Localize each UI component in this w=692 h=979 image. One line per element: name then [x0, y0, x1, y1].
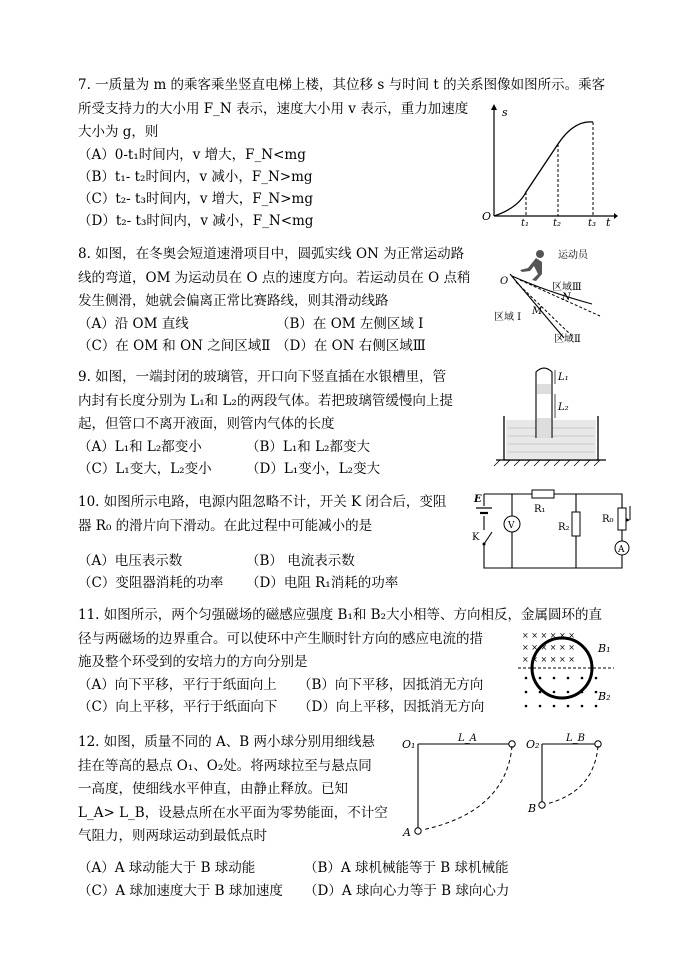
q11-fig-b2-label: B₂	[598, 690, 611, 703]
ball-a	[415, 828, 421, 834]
q8-fig-n-label: N	[562, 292, 571, 303]
rheostat-r0	[618, 508, 626, 530]
q7-fig-s-label: s	[502, 106, 508, 119]
q12-fig-o2-label: O₂	[526, 738, 540, 751]
q8-fig-region1-label: 区域 I	[494, 312, 522, 323]
q8-fig-region3-label: 区域Ⅲ	[552, 282, 582, 293]
q8-fig-o-label: O	[500, 276, 509, 287]
q10-fig-e-label: E	[474, 494, 482, 505]
q12-option-d[interactable]: （D）A 球向心力等于 B 球向心力	[304, 883, 510, 899]
q10-fig-r2-label: R₂	[558, 522, 570, 533]
q8-fig-m-label: M	[532, 306, 543, 317]
q12-fig-b-label: B	[528, 802, 537, 815]
q8-option-d[interactable]: （D）在 ON 右侧区域Ⅲ	[276, 338, 426, 354]
q12-fig-la-label: L_A	[458, 733, 477, 744]
q12-line-1: 12. 如图，质量不同的 A、B 两小球分别用细线悬	[78, 734, 376, 750]
q9-fig-l1-label: L₁	[558, 372, 569, 383]
q10-fig-r1-label: R₁	[534, 504, 546, 515]
svg-text:× × × × × ×: × × × × × ×	[522, 643, 575, 652]
q7-line-3: 大小为 g，则	[78, 124, 159, 140]
q7-line-1: 7. 一质量为 m 的乘客乘坐竖直电梯上楼，其位移 s 与时间 t 的关系图像如图所示。乘客	[78, 77, 606, 93]
resistor-r1	[532, 490, 554, 498]
q10-fig-k-label: K	[472, 532, 480, 543]
q9-figure	[492, 362, 610, 466]
q11-option-d[interactable]: （D）向上平移，因抵消无方向	[298, 699, 485, 715]
q10-figure	[472, 486, 632, 574]
q7-option-d[interactable]: （D）t₂- t₃时间内，v 减小，F_N<mg	[78, 213, 314, 229]
q11-line-3: 施及整个环受到的安培力的方向分别是	[78, 654, 308, 670]
svg-text:× × × × × ×: × × × × × ×	[522, 655, 575, 664]
q12-fig-lb-label: L_B	[566, 733, 585, 744]
q9-line-2: 内封有长度分别为 L₁和 L₂的两段气体。若把玻璃管缓慢向上提	[78, 392, 453, 409]
q9-option-d[interactable]: （D）L₁变小，L₂变大	[246, 461, 381, 477]
q9-fig-l2-label: L₂	[558, 402, 569, 413]
q10-fig-r0-label: R₀	[602, 514, 614, 525]
q8-option-b[interactable]: （B）在 OM 左侧区域 I	[276, 316, 424, 332]
q8-fig-athlete-label: 运动员	[558, 250, 588, 261]
q7-figure	[478, 104, 618, 229]
q7-fig-o-label: O	[482, 210, 492, 223]
q12-line-2: 挂在等高的悬点 O₁、O₂处。将两球拉至与悬点同	[78, 757, 372, 774]
q11-line-1: 11. 如图所示，两个匀强磁场的磁感应强度 B₁和 B₂大小相等、方向相反，金属圆环的直	[78, 607, 603, 623]
q10-option-a[interactable]: （A）电压表示数	[78, 553, 183, 569]
svg-text:× × × × × ×: × × × × × ×	[522, 631, 575, 640]
q9-line-3: 起，但管口不离开液面，则管内气体的长度	[78, 416, 335, 432]
q7-fig-t3-label: t₃	[588, 218, 597, 229]
q7-fig-t-label: t	[606, 216, 611, 229]
q12-line-3: 一高度，使细线水平伸直，由静止释放。已知	[78, 781, 348, 797]
q8-option-a[interactable]: （A）沿 OM 直线	[78, 316, 189, 332]
q11-option-b[interactable]: （B）向下平移，因抵消无方向	[298, 677, 484, 693]
q10-fig-v-label: V	[508, 521, 515, 531]
q12-fig-o1-label: O₁	[402, 738, 416, 751]
q10-option-c[interactable]: （C）变阻器消耗的功率	[78, 575, 224, 591]
q7-fig-t2-label: t₂	[553, 218, 562, 229]
q8-line-2: 线的弯道，OM 为运动员在 O 点的速度方向。若运动员在 O 点稍	[78, 269, 471, 286]
q9-option-a[interactable]: （A）L₁和 L₂都变小	[78, 439, 202, 455]
q7-option-a[interactable]: （A）0-t₁时间内，v 增大，F_N<mg	[78, 147, 306, 163]
q7-fig-t1-label: t₁	[521, 218, 530, 229]
q11-figure	[518, 630, 614, 720]
question-10	[78, 491, 446, 538]
q9-line-1: 9. 如图，一端封闭的玻璃管，开口向下竖直插在水银槽里，管	[78, 369, 447, 385]
q7-line-2: 所受支持力的大小用 F_N 表示，速度大小用 v 表示，重力加速度	[78, 100, 469, 117]
q10-option-b[interactable]: （B） 电流表示数	[246, 553, 355, 569]
q10-line-1: 10. 如图所示电路，电源内阻忽略不计，开关 K 闭合后，变阻	[78, 494, 447, 510]
q12-line-5: 气阻力，则两球运动到最低点时	[78, 828, 267, 844]
q11-option-a[interactable]: （A）向下平移，平行于纸面向上	[78, 677, 277, 693]
question-8	[78, 243, 470, 314]
q12-figure	[400, 732, 616, 842]
q8-fig-region2-label: 区域Ⅱ	[554, 334, 581, 345]
q8-figure	[492, 244, 620, 354]
q10-option-d[interactable]: （D）电阻 R₁消耗的功率	[246, 575, 399, 591]
q8-option-c[interactable]: （C）在 OM 和 ON 之间区域Ⅱ	[78, 338, 271, 354]
q12-line-4: L_A> L_B，设悬点所在水平面为零势能面，不计空	[78, 804, 388, 821]
question-9	[78, 366, 453, 437]
q8-line-3: 发生侧滑，她就会偏离正常比赛路线，则其滑动线路	[78, 293, 389, 309]
q11-line-2: 径与两磁场的边界重合。可以使环中产生顺时针方向的感应电流的措	[78, 630, 483, 647]
q12-fig-a-label: A	[403, 826, 411, 839]
q10-line-2: 器 R₀ 的滑片向下滑动。在此过程中可能减小的是	[78, 517, 373, 534]
q11-option-c[interactable]: （C）向上平移，平行于纸面向下	[78, 699, 278, 715]
q8-line-1: 8. 如图，在冬奥会短道速滑项目中，圆弧实线 ON 为正常运动路	[78, 246, 465, 262]
ball-b	[539, 802, 545, 808]
q11-fig-b1-label: B₁	[598, 642, 611, 655]
q12-option-b[interactable]: （B）A 球机械能等于 B 球机械能	[304, 860, 509, 876]
question-12	[78, 731, 388, 849]
skater-icon	[520, 250, 544, 281]
resistor-r2	[572, 512, 580, 536]
q12-option-a[interactable]: （A）A 球动能大于 B 球动能	[78, 860, 256, 876]
q7-option-c[interactable]: （C）t₂- t₃时间内，v 增大，F_N>mg	[78, 191, 313, 207]
q12-option-c[interactable]: （C）A 球加速度大于 B 球加速度	[78, 883, 283, 899]
q9-option-b[interactable]: （B）L₁和 L₂都变大	[246, 439, 370, 455]
q9-option-c[interactable]: （C）L₁变大，L₂变小	[78, 461, 212, 477]
q7-option-b[interactable]: （B）t₁- t₂时间内，v 减小，F_N>mg	[78, 169, 313, 185]
q10-fig-a-label: A	[618, 545, 625, 555]
